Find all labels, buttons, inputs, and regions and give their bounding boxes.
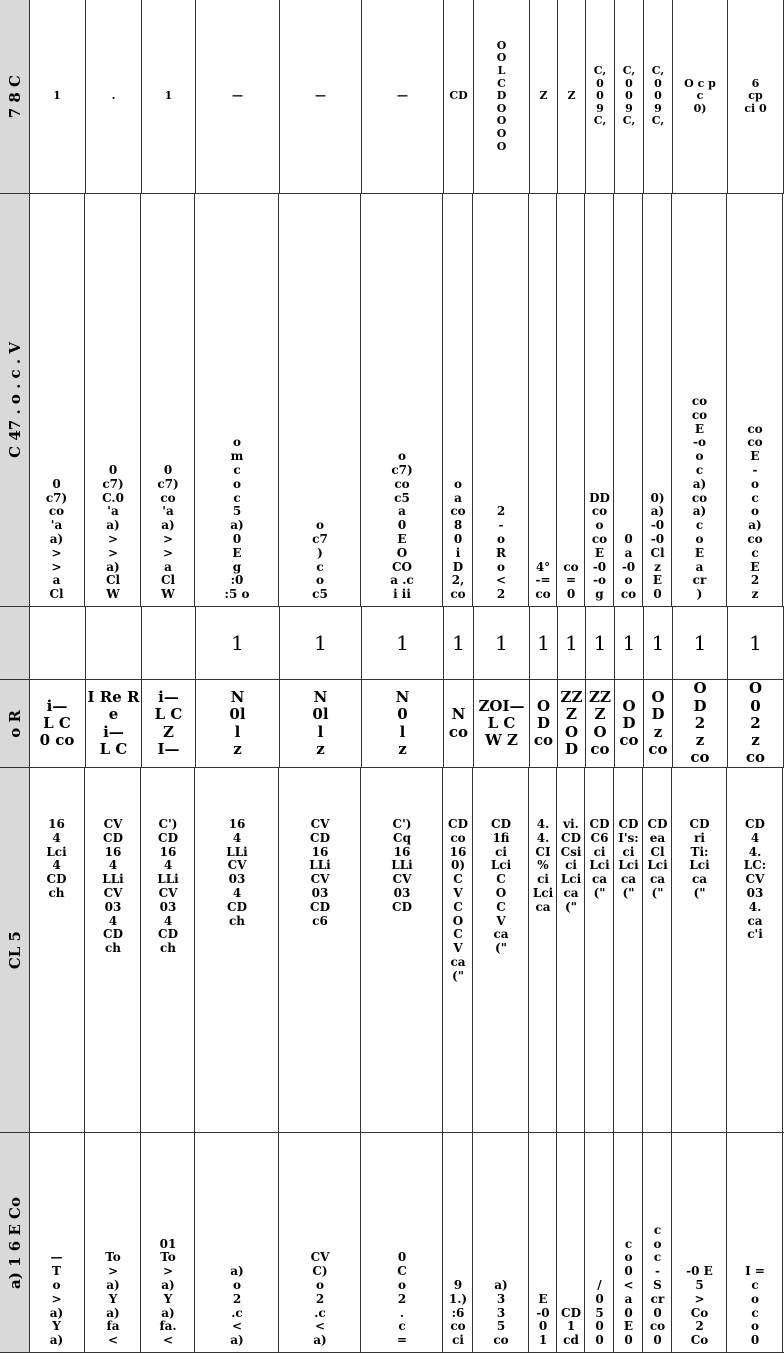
cell-text: 1 bbox=[593, 630, 607, 655]
table-cell bbox=[444, 680, 474, 767]
table-cell bbox=[444, 194, 473, 606]
row-header-label: 7 8 C bbox=[5, 74, 24, 119]
cell-text: 1 bbox=[565, 630, 578, 655]
table-cell bbox=[86, 194, 141, 606]
cell-text: o a co 8 0 i D 2, co bbox=[450, 476, 466, 602]
table-cell bbox=[29, 768, 85, 1132]
table-cell bbox=[728, 1133, 783, 1352]
table-cell bbox=[444, 1133, 473, 1352]
table-cell bbox=[530, 194, 557, 606]
table-cell bbox=[29, 1133, 85, 1352]
table-cell bbox=[558, 607, 586, 679]
table-cell bbox=[444, 607, 474, 679]
table-cell bbox=[86, 768, 141, 1132]
cell-text: CD 1 cd bbox=[561, 1305, 581, 1348]
cell-text: — bbox=[315, 89, 326, 103]
table-cell bbox=[474, 1133, 529, 1352]
table-cell bbox=[86, 680, 142, 767]
cell-text: 1 bbox=[396, 630, 409, 655]
row-header bbox=[0, 194, 30, 606]
cell-text: N 0 l z bbox=[395, 688, 410, 758]
table-cell bbox=[530, 0, 558, 193]
cell-text: CD C6 ci Lci ca (" bbox=[589, 817, 610, 900]
cell-text: 0 c7) co 'a a) > > a Cl bbox=[45, 476, 68, 602]
table-cell bbox=[530, 680, 558, 767]
table-cell bbox=[558, 194, 585, 606]
cell-text: 1 bbox=[622, 630, 636, 655]
table-cell bbox=[558, 1133, 585, 1352]
row-header-label: CL 5 bbox=[5, 930, 24, 970]
table-cell bbox=[444, 0, 474, 193]
cell-text: CD ea Cl Lci ca (" bbox=[647, 817, 668, 900]
cell-text: 1 bbox=[231, 630, 244, 655]
table-cell bbox=[474, 768, 529, 1132]
cell-text: CD I's: ci Lci ca (" bbox=[618, 817, 639, 900]
cell-text: co co E - o c o a) co c E 2 z bbox=[747, 421, 763, 602]
cell-text: Z bbox=[567, 89, 576, 103]
table-cell bbox=[142, 0, 196, 193]
table-cell bbox=[615, 194, 643, 606]
table-cell bbox=[196, 768, 279, 1132]
cell-text: 4. 4. CI % ci Lci ca bbox=[532, 817, 554, 914]
table-row bbox=[0, 1133, 784, 1353]
table-cell bbox=[362, 607, 444, 679]
table-cell bbox=[362, 0, 444, 193]
cell-text: 1 bbox=[53, 89, 61, 103]
cell-text: 1 bbox=[537, 630, 550, 655]
cell-text: 1 bbox=[452, 630, 465, 655]
table-cell bbox=[362, 194, 443, 606]
table-cell bbox=[644, 0, 673, 193]
cell-text: ZZZ O co bbox=[589, 688, 611, 758]
table-cell bbox=[728, 607, 784, 679]
table-cell bbox=[474, 0, 530, 193]
table-cell bbox=[280, 607, 362, 679]
table-cell bbox=[29, 680, 86, 767]
cell-text: / 0 5 0 0 bbox=[595, 1278, 604, 1348]
cell-text: O 0 2 z co bbox=[745, 680, 766, 767]
table-cell bbox=[615, 607, 644, 679]
cell-text: CD co 16 0) C V C O C V ca (" bbox=[448, 817, 468, 983]
table-cell bbox=[673, 194, 727, 606]
table-cell bbox=[558, 680, 586, 767]
table-cell bbox=[362, 768, 443, 1132]
table-row bbox=[0, 607, 784, 680]
table-cell bbox=[142, 194, 195, 606]
table-cell bbox=[673, 1133, 727, 1352]
table-cell bbox=[196, 0, 280, 193]
cell-text: E -0 0 1 bbox=[536, 1291, 550, 1348]
cell-text: To > a) Y a) fa < bbox=[105, 1250, 121, 1348]
table-row bbox=[0, 680, 784, 768]
cell-text: — bbox=[397, 89, 408, 103]
cell-text: ZOI— L C W Z bbox=[478, 696, 525, 750]
cell-text: vi. CD Csi ci Lci ca (" bbox=[560, 817, 582, 914]
cell-text: 1 bbox=[693, 630, 707, 655]
cell-text: c o 0 < a 0 E 0 bbox=[623, 1236, 634, 1348]
cell-text: 9 1.) :6 co ci bbox=[448, 1278, 468, 1348]
row-header-label: C 47 . o . c . V bbox=[5, 342, 24, 458]
table-cell bbox=[280, 194, 361, 606]
cell-text: C, 0 0 9 C, bbox=[651, 63, 665, 128]
table-cell bbox=[673, 0, 728, 193]
cell-text: . bbox=[111, 89, 116, 103]
table-cell bbox=[530, 607, 558, 679]
cell-text: o c7) co c5 a 0 E O CO a .c i ii bbox=[390, 449, 414, 602]
cell-text: 1 bbox=[749, 630, 762, 655]
row-header bbox=[0, 1133, 30, 1352]
table-cell bbox=[644, 768, 672, 1132]
table-cell bbox=[86, 607, 142, 679]
cell-text: i— L C 0 co bbox=[39, 696, 75, 750]
table-cell bbox=[728, 768, 783, 1132]
cell-text: O O L C D O O O O bbox=[496, 38, 507, 153]
cell-text: CV CD 16 LLi CV 03 CD c6 bbox=[309, 817, 331, 928]
cell-text: 16 4 Lci 4 CD ch bbox=[46, 817, 67, 900]
table-cell bbox=[728, 0, 784, 193]
table-cell bbox=[280, 1133, 361, 1352]
table-cell bbox=[444, 768, 473, 1132]
table-cell bbox=[728, 680, 784, 767]
cell-text: DD co o co E -0 -o g bbox=[589, 490, 610, 602]
table-cell bbox=[644, 607, 673, 679]
table-cell bbox=[615, 1133, 643, 1352]
cell-text: ZZZ O D bbox=[560, 688, 583, 758]
cell-text: 4° -= co bbox=[535, 559, 551, 602]
table-cell bbox=[586, 0, 615, 193]
table-cell bbox=[196, 1133, 279, 1352]
row-header bbox=[0, 0, 30, 193]
table-cell bbox=[673, 607, 728, 679]
cell-text: CD bbox=[449, 89, 468, 103]
cell-text: O D z co bbox=[648, 688, 668, 758]
table-cell bbox=[558, 768, 585, 1132]
cell-text: c o c - S cr 0 co 0 bbox=[649, 1222, 666, 1348]
table-cell bbox=[474, 607, 530, 679]
table-cell bbox=[142, 768, 195, 1132]
cell-text: 0 a -0 o co bbox=[620, 532, 637, 602]
table-row bbox=[0, 0, 784, 194]
cell-text: N co bbox=[448, 705, 469, 741]
cell-text: 16 4 LLi CV 03 4 CD ch bbox=[226, 817, 248, 928]
cell-text: 0 c7) C.0 'a a) > > a) Cl W bbox=[102, 463, 124, 602]
table-cell bbox=[586, 768, 614, 1132]
table-cell bbox=[29, 0, 86, 193]
cell-text: CD 4 4. LC: CV 03 4. ca c'i bbox=[743, 817, 767, 942]
row-header-label: a) 1 6 E Co bbox=[5, 1196, 24, 1289]
cell-text: 1 bbox=[651, 630, 665, 655]
cell-text: 0 c7) co 'a a) > > a Cl W bbox=[157, 463, 179, 602]
row-header bbox=[0, 768, 30, 1132]
table-cell bbox=[530, 1133, 557, 1352]
table-cell bbox=[142, 680, 196, 767]
cell-text: 1 bbox=[495, 630, 508, 655]
cell-text: a) 3 3 5 co bbox=[493, 1278, 509, 1348]
table-cell bbox=[586, 1133, 614, 1352]
row-header bbox=[0, 680, 30, 767]
cell-text: C, 0 0 9 C, bbox=[593, 63, 607, 128]
table-cell bbox=[362, 1133, 443, 1352]
cell-text: 6 cp ci 0 bbox=[744, 76, 767, 115]
cell-text: 1 bbox=[164, 89, 173, 103]
cell-text: O c p c 0) bbox=[684, 76, 716, 115]
cell-text: N 0l l z bbox=[312, 688, 329, 758]
table-cell bbox=[474, 680, 530, 767]
table-cell bbox=[644, 1133, 672, 1352]
table-cell bbox=[362, 680, 444, 767]
cell-text: O D co bbox=[619, 696, 639, 750]
cell-text: CV CD 16 4 LLi CV 03 4 CD ch bbox=[102, 817, 124, 956]
cell-text: CV C) o 2 .c < a) bbox=[310, 1250, 330, 1348]
table-cell bbox=[615, 768, 643, 1132]
table-cell bbox=[86, 1133, 141, 1352]
cell-text: C') Cq 16 LLi CV 03 CD bbox=[391, 817, 413, 914]
table-cell bbox=[142, 1133, 195, 1352]
table-cell bbox=[196, 680, 280, 767]
table-cell bbox=[615, 680, 644, 767]
row-header bbox=[0, 607, 30, 679]
cell-text: I = c o c o 0 bbox=[745, 1264, 765, 1348]
table-cell bbox=[586, 607, 615, 679]
table-cell bbox=[728, 194, 783, 606]
cell-text: i— L C Z I— bbox=[154, 688, 183, 758]
table-cell bbox=[142, 607, 196, 679]
cell-text: 2 - o R o < 2 bbox=[495, 504, 507, 602]
cell-text: — T o > a) Y a) bbox=[49, 1250, 64, 1348]
cell-text: 0) a) -0 -0 Cl z E 0 bbox=[650, 490, 665, 602]
cell-text: CD 1fi ci Lci C O C V ca (" bbox=[490, 817, 512, 956]
cell-text: O D co bbox=[533, 696, 554, 750]
cell-text: co co E -o o c a) co a) c o E a cr ) bbox=[691, 394, 708, 602]
cell-text: a) o 2 .c < a) bbox=[230, 1264, 244, 1348]
table-row bbox=[0, 768, 784, 1133]
cell-text: C') CD 16 4 LLi CV 03 4 CD ch bbox=[157, 817, 179, 956]
table-cell bbox=[644, 680, 673, 767]
row-header-label: o R bbox=[5, 709, 24, 738]
cell-text: 1 bbox=[314, 630, 327, 655]
table-cell bbox=[558, 0, 586, 193]
cell-text: C, 0 0 9 C, bbox=[622, 63, 636, 128]
cell-text: CD ri Ti: Lci ca (" bbox=[689, 817, 710, 900]
table-cell bbox=[86, 0, 142, 193]
table-cell bbox=[644, 194, 672, 606]
cell-text: o m c o c 5 a) 0 E g :0 :5 o bbox=[224, 435, 250, 602]
table-cell bbox=[586, 680, 615, 767]
table-cell bbox=[29, 194, 85, 606]
table-cell bbox=[196, 607, 280, 679]
table-cell bbox=[196, 194, 279, 606]
cell-text: 01 To > a) Y a) fa. < bbox=[159, 1236, 177, 1348]
table-cell bbox=[673, 768, 727, 1132]
table-cell bbox=[280, 0, 362, 193]
table-cell bbox=[474, 194, 529, 606]
table-cell bbox=[280, 680, 362, 767]
cell-text: — bbox=[232, 89, 243, 103]
cell-text: 0 C o 2 . c = bbox=[396, 1250, 408, 1348]
cell-text: co = 0 bbox=[563, 559, 579, 602]
table-cell bbox=[673, 680, 728, 767]
table-cell bbox=[280, 768, 361, 1132]
table-cell bbox=[586, 194, 614, 606]
table-cell bbox=[615, 0, 644, 193]
table-row bbox=[0, 194, 784, 607]
cell-text: Z bbox=[539, 89, 548, 103]
cell-text: o c7 ) c o c5 bbox=[312, 518, 328, 602]
cell-text: O D 2 z co bbox=[690, 680, 710, 767]
cell-text: -0 E 5 > Co 2 Co bbox=[686, 1264, 713, 1348]
cell-text: N 0l l z bbox=[229, 688, 246, 758]
table-cell bbox=[29, 607, 86, 679]
cell-text: I Re Re i— L C bbox=[87, 688, 140, 758]
table-cell bbox=[530, 768, 557, 1132]
